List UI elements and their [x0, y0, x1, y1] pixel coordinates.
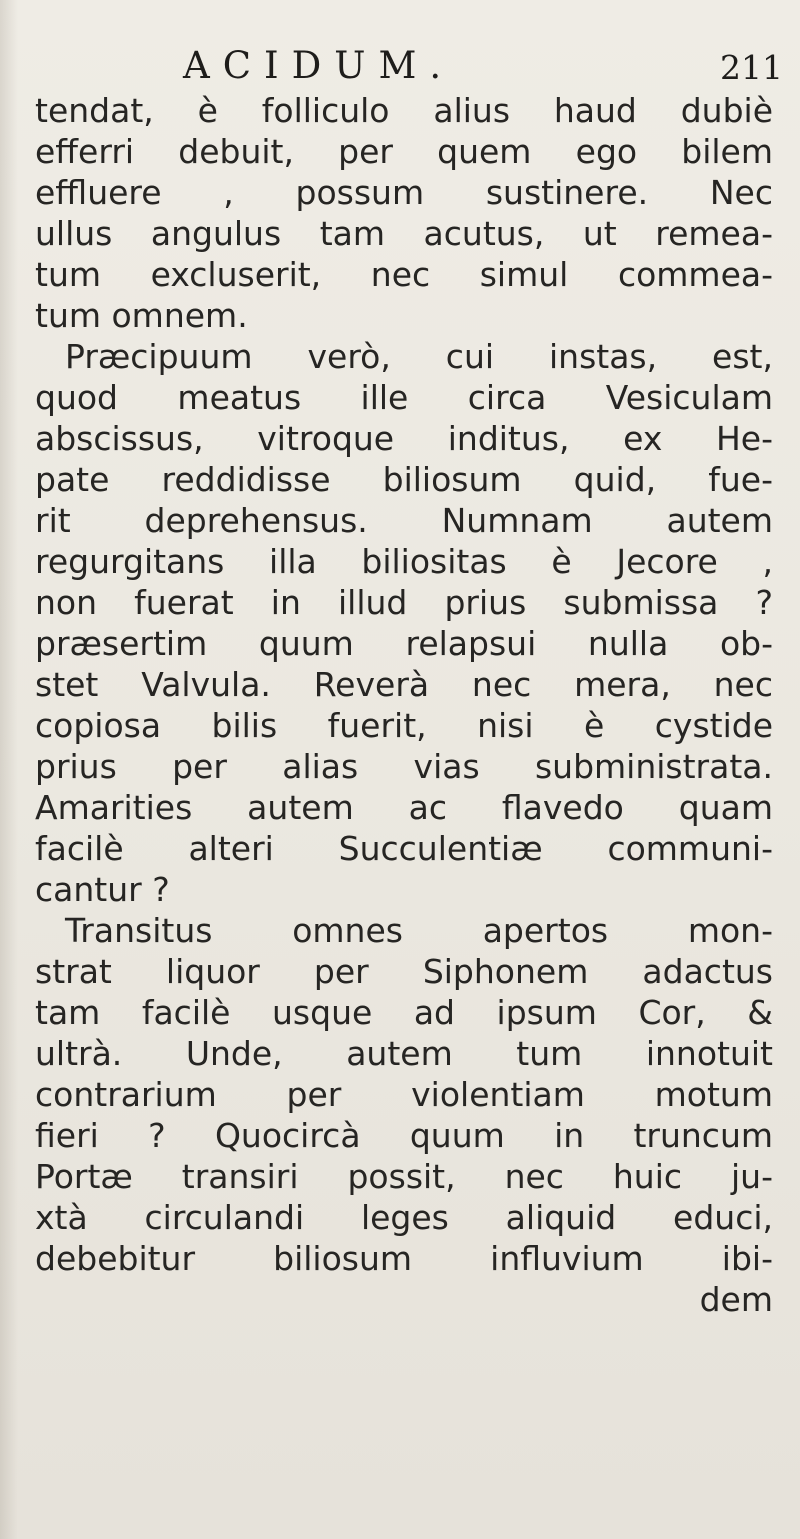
page-gutter-shadow: [0, 0, 18, 1539]
text-line: cantur ?: [35, 870, 170, 909]
text-line: fieri ? Quocircà quum in truncum: [35, 1116, 773, 1155]
text-line: tam facilè usque ad ipsum Cor, &: [35, 993, 773, 1032]
text-line: Portæ transiri possit, nec huic ju-: [35, 1157, 773, 1196]
page-header: [0, 44, 800, 94]
body-text: [35, 90, 773, 1320]
text-line: non fuerat in illud prius submissa ?: [35, 583, 773, 622]
text-line: xtà circulandi leges aliquid educi,: [35, 1198, 773, 1237]
text-line: facilè alteri Succulentiæ communi-: [35, 829, 773, 868]
text-line: quod meatus ille circa Vesiculam: [35, 378, 773, 417]
text-line: prius per alias vias subministrata.: [35, 747, 773, 786]
text-line: stet Valvula. Reverà nec mera, nec: [35, 665, 773, 704]
text-line: præsertim quum relapsui nulla ob-: [35, 624, 773, 663]
running-title: ACIDUM.: [183, 44, 455, 87]
text-line: tendat, è folliculo alius haud dubiè: [35, 91, 773, 130]
text-line: Præcipuum verò, cui instas, est,: [65, 337, 773, 376]
text-line: dem: [699, 1280, 773, 1319]
text-line: Transitus omnes apertos mon-: [65, 911, 773, 950]
text-line: contrarium per violentiam motum: [35, 1075, 773, 1114]
text-line: abscissus, vitroque inditus, ex He-: [35, 419, 773, 458]
text-line: pate reddidisse biliosum quid, fue-: [35, 460, 773, 499]
text-line: effluere , possum sustinere. Nec: [35, 173, 773, 212]
text-line: regurgitans illa biliositas è Jecore ,: [35, 542, 773, 581]
text-line: rit deprehensus. Numnam autem: [35, 501, 773, 540]
text-line: efferri debuit, per quem ego bilem: [35, 132, 773, 171]
text-line: strat liquor per Siphonem adactus: [35, 952, 773, 991]
text-line: Amarities autem ac flavedo quam: [35, 788, 773, 827]
text-line: debebitur biliosum influvium ibi-: [35, 1239, 773, 1278]
text-line: tum omnem.: [35, 296, 248, 335]
text-line: ultrà. Unde, autem tum innotuit: [35, 1034, 773, 1073]
text-line: ullus angulus tam acutus, ut remea-: [35, 214, 773, 253]
text-line: tum excluserit, nec simul commea-: [35, 255, 773, 294]
text-line: copiosa bilis fuerit, nisi è cystide: [35, 706, 773, 745]
page-number: 211: [720, 48, 783, 87]
